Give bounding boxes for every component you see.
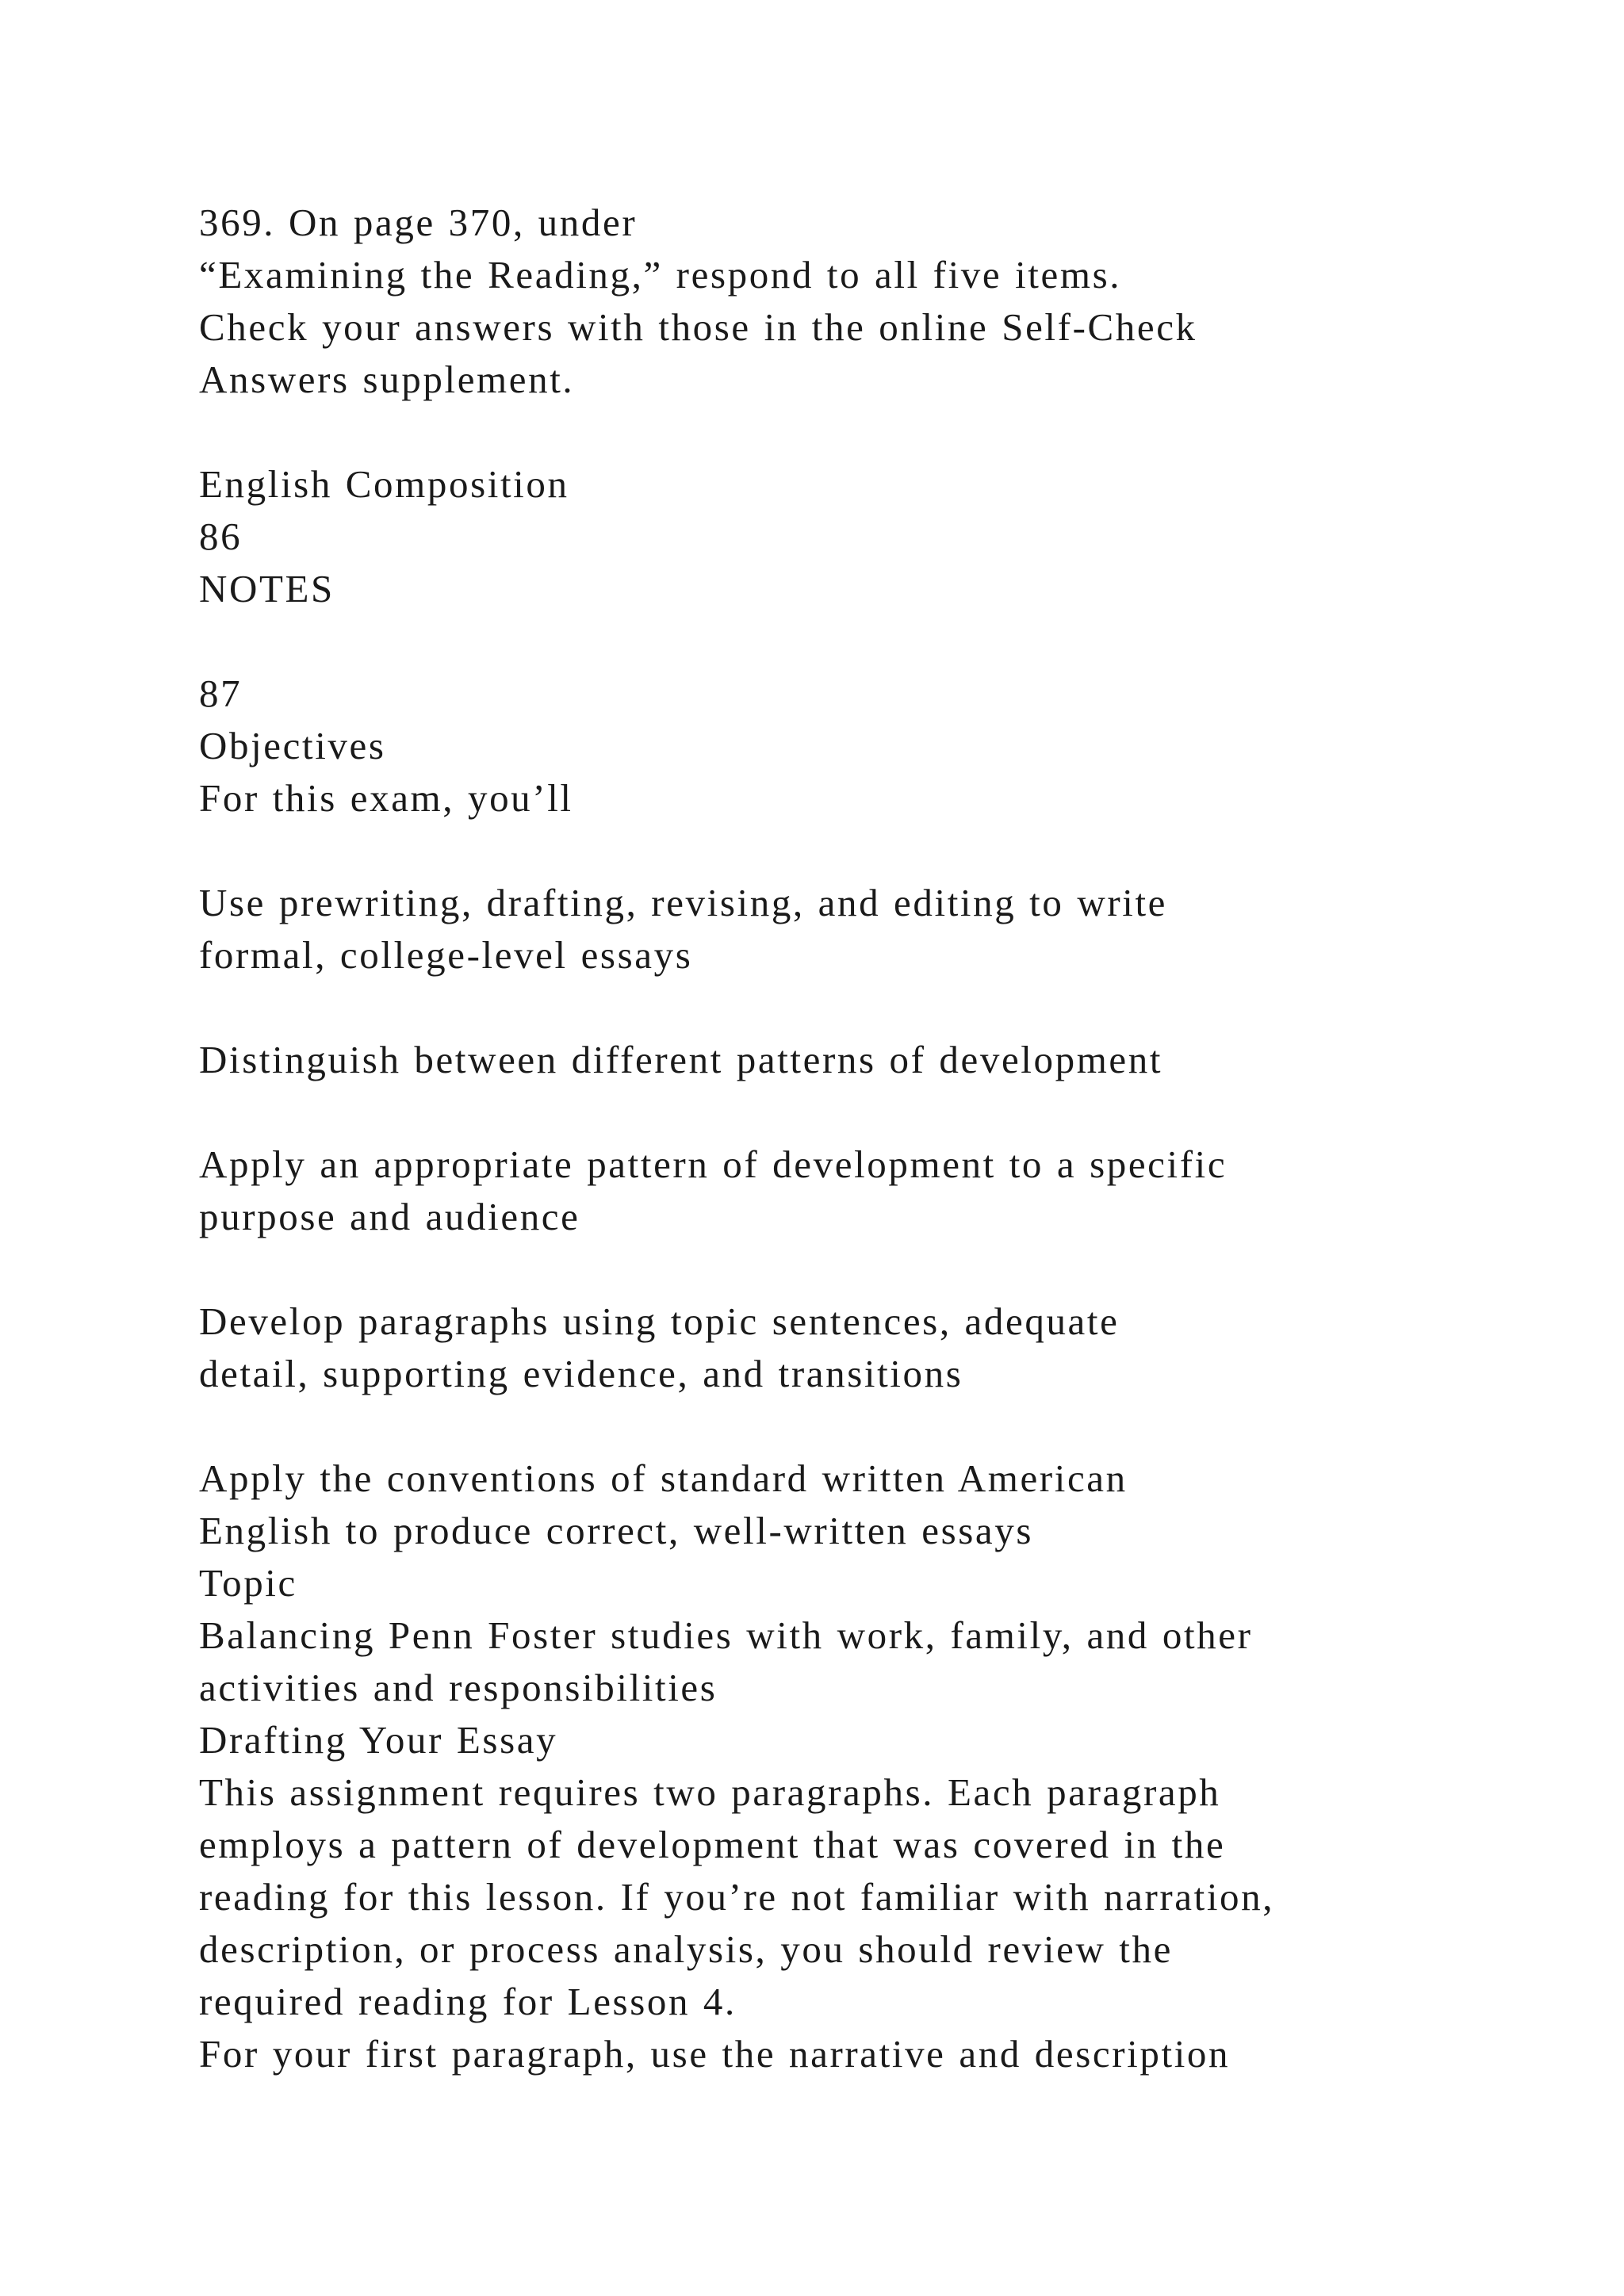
text-line: activities and responsibilities [199,1666,718,1709]
text-line: “Examining the Reading,” respond to all five items. [199,253,1122,297]
blank-line [199,1400,1595,1452]
text-line: Use prewriting, drafting, revising, and editing to write [199,881,1168,924]
text-line: purpose and audience [199,1195,580,1238]
text-line: Develop paragraphs using topic sentences, adequate [199,1299,1120,1343]
text-line: 369. On page 370, under [199,201,638,244]
objectives-intro: For this exam, you’ll [199,776,573,820]
text-line: English to produce correct, well-written essays [199,1509,1034,1552]
objectives-heading: Objectives [199,724,386,767]
blank-line [199,406,1595,458]
objective-item [199,1295,1595,1400]
page-number: 86 [199,515,243,558]
text-line: required reading for Lesson 4. [199,1980,737,2023]
page-number: 87 [199,672,243,715]
objective-item [199,1138,1595,1243]
objective-and-assignment [199,1452,1595,2080]
blank-line [199,615,1595,668]
text-line: formal, college-level essays [199,933,693,977]
blank-line [199,982,1595,1034]
text-line: This assignment requires two paragraphs. Each paragraph [199,1770,1221,1814]
text-line: detail, supporting evidence, and transitions [199,1352,963,1395]
text-line: Balancing Penn Foster studies with work, family, and other [199,1613,1253,1657]
text-line: Check your answers with those in the online Self-Check [199,305,1197,349]
text-line: Answers supplement. [199,358,575,401]
text-line: employs a pattern of development that was covered in the [199,1823,1226,1866]
text-line: Distinguish between different patterns of development [199,1038,1163,1081]
text-line: Apply an appropriate pattern of development to a specific [199,1142,1228,1186]
page-footer [199,458,1595,615]
drafting-heading: Drafting Your Essay [199,1718,558,1762]
document-page [199,197,1595,2080]
objective-item [199,1034,1595,1086]
blank-line [199,825,1595,877]
course-title: English Composition [199,462,569,506]
reading-instructions [199,197,1595,406]
text-line: reading for this lesson. If you’re not familiar with narration, [199,1875,1275,1919]
topic-heading: Topic [199,1561,297,1605]
notes-heading: NOTES [199,567,335,610]
text-line: description, or process analysis, you should review the [199,1927,1173,1971]
blank-line [199,1086,1595,1138]
objective-item [199,877,1595,982]
text-line: Apply the conventions of standard written American [199,1456,1128,1500]
text-line: For your first paragraph, use the narrative and description [199,2032,1231,2076]
blank-line [199,1243,1595,1295]
objectives-header [199,668,1595,825]
